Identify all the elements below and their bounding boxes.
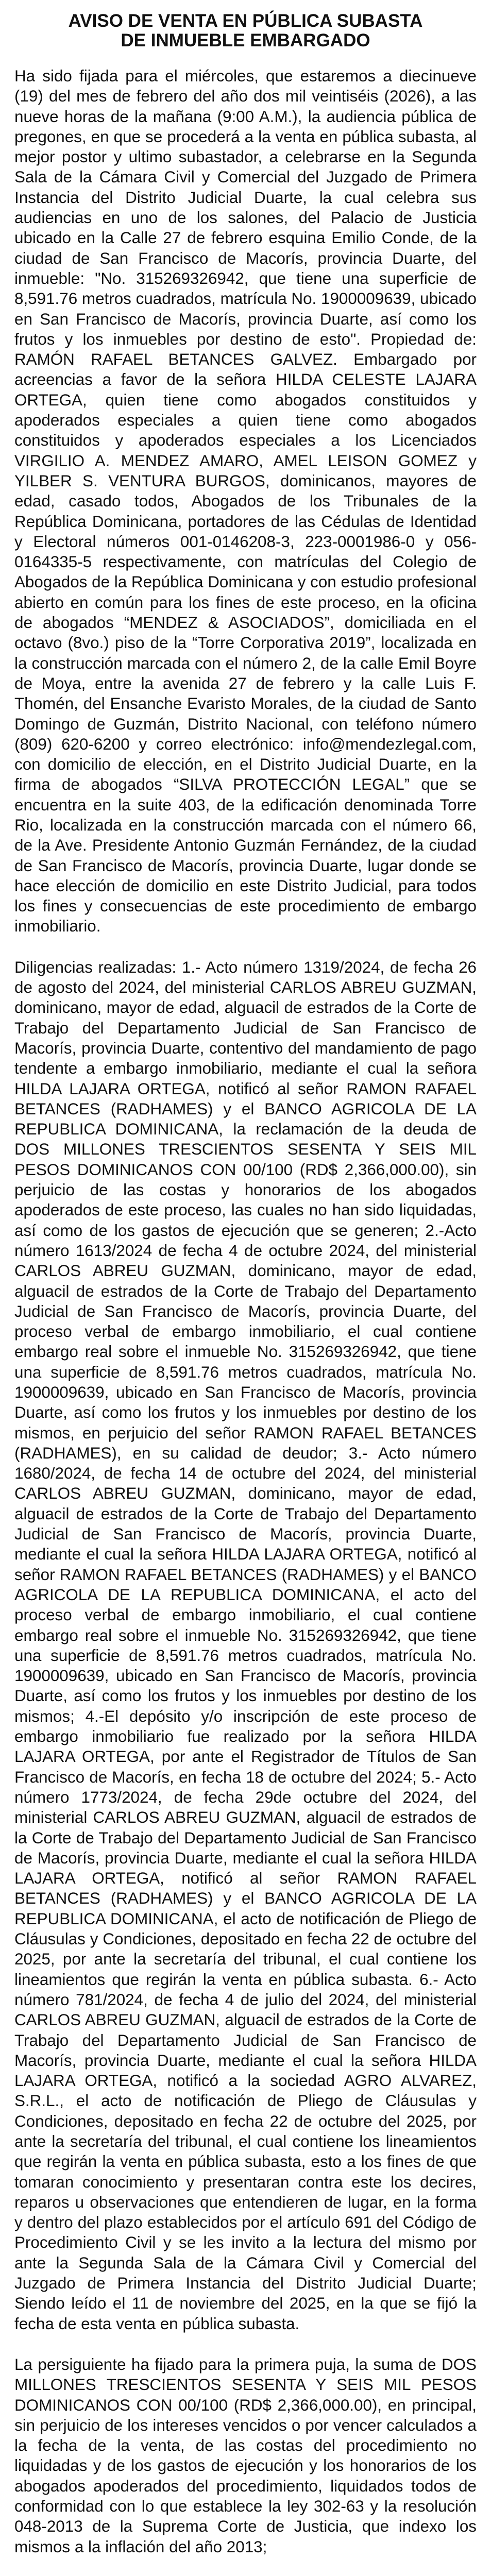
diligencias-paragraph: Diligencias realizadas: 1.- Acto número 1319/2024, de fecha 26 de agosto del 2024, del ministerial CARLOS ABREU GUZMAN, dominicano, mayor de edad, alguacil de estrados de la Corte de Trabajo del Departamento Judicial de San Francisco de Macorís, provincia Duarte, contentivo del mandamiento de pago tendente a embargo inmobiliario, mediante el cual la señora HILDA LAJARA ORTEGA, notificó al señor RAMON RAFAEL BETANCES (RADHAMES) y el BANCO AGRICOLA DE LA REPUBLICA DOMINICANA, la reclamación de la deuda de DOS MILLONES TRESCIENTOS SESENTA Y SEIS MIL PESOS DOMINICANOS CON 00/100 (RD$ 2,366,000.00), sin perjuicio de las costas y honorarios de los abogados apoderados de este proceso, las cuales no han sido liquidadas, así como de los gastos de ejecución que se generen; 2.-Acto número 1613/2024 de fecha 4 de octubre 2024, del ministerial CARLOS ABREU GUZMAN, dominicano, mayor de edad, alguacil de estrados de la Corte de Trabajo del Departamento Judicial de San Francisco de Macorís, provincia Duarte, del proceso verbal de embargo inmobiliario, el cual contiene embargo real sobre el inmueble No. 315269326942, que tiene una superficie de 8,591.76 metros cuadrados, matrícula No. 1900009639, ubicado en San Francisco de Macorís, provincia Duarte, así como los frutos y los inmuebles por destino de los mismos, en perjuicio del señor RAMON RAFAEL BETANCES (RADHAMES), en su calidad de deudor; 3.- Acto número 1680/2024, de fecha 14 de octubre del 2024, del ministerial CARLOS ABREU GUZMAN, dominicano, mayor de edad, alguacil de estrados de la Corte de Trabajo del Departamento Judicial de San Francisco de Macorís, provincia Duarte, mediante el cual la señora HILDA LAJARA ORTEGA, notificó al señor RAMON RAFAEL BETANCES (RADHAMES) y el BANCO AGRICOLA DE LA REPUBLICA DOMINICANA, el acto del proceso verbal de embargo inmobiliario, el cual contiene embargo real sobre el inmueble No. 315269326942, que tiene una superficie de 8,591.76 metros cuadrados, matrícula No. 1900009639, ubicado en San Francisco de Macorís, provincia Duarte, así como los frutos y los inmuebles por destino de los mismos; 4.-El depósito y/o inscripción de este proceso de embargo inmobiliario fue realizado por la señora HILDA LAJARA ORTEGA, por ante el Registrador de Títulos de San Francisco de Macorís, en fecha 18 de octubre del 2024; 5.- Acto número 1773/2024, de fecha 29de octubre del 2024, del ministerial CARLOS ABREU GUZMAN, alguacil de estrados de la Corte de Trabajo del Departamento Judicial de San Francisco de Macorís, provincia Duarte, mediante el cual la señora HILDA LAJARA ORTEGA, notificó al señor RAMON RAFAEL BETANCES (RADHAMES) y el BANCO AGRICOLA DE LA REPUBLICA DOMINICANA, el acto de notificación de Pliego de Cláusulas y Condiciones, depositado en fecha 22 de octubre del 2025, por ante la secretaría del tribunal, el cual contiene los lineamientos que regirán la venta en pública subasta. 6.- Acto número 781/2024, de fecha 4 de julio del 2024, del ministerial CARLOS ABREU GUZMAN, alguacil de estrados de la Corte de Trabajo del Departamento Judicial de San Francisco de Macorís, provincia Duarte, mediante el cual la señora HILDA LAJARA ORTEGA, notificó a la sociedad AGRO ALVAREZ, S.R.L., el acto de notificación de Pliego de Cláusulas y Condiciones, depositado en fecha 22 de octubre del 2025, por ante la secretaría del tribunal, el cual contiene los lineamientos que regirán la venta en pública subasta, esto a los fines de que tomaran conocimiento y presentaran contra este los decires, reparos u observaciones que entendieren de lugar, en la forma y dentro del plazo establecidos por el artículo 691 del Código de Procedimiento Civil y se les invito a la lectura del mismo por ante la Segunda Sala de la Cámara Civil y Comercial del Juzgado de Primera Instancia del Distrito Judicial Duarte; Siendo leído el 11 de noviembre del 2025, en la que se fijó la fecha de esta venta en pública subasta. xyxy=(14,958,477,2333)
intro-paragraph: Ha sido fijada para el miércoles, que estaremos a diecinueve (19) del mes de febrero del año dos mil veintiséis (2026), a las nueve horas de la mañana (9:00 A.M.), la audiencia pública de pregones, en que se procederá a la venta en pública subasta, al mejor postor y ultimo subastador, a celebrarse en la Segunda Sala de la Cámara Civil y Comercial del Juzgado de Primera Instancia del Distrito Judicial Duarte, la cual celebra sus audiencias en uno de los salones, del Palacio de Justicia ubicado en la Calle 27 de febrero esquina Emilio Conde, de la ciudad de San Francisco de Macorís, provincia Duarte, del inmueble: "No. 315269326942, que tiene una superficie de 8,591.76 metros cuadrados, matrícula No. 1900009639, ubicado en San Francisco de Macorís, provincia Duarte, así como los frutos y los inmuebles por destino de esto". Propiedad de: RAMÓN RAFAEL BETANCES GALVEZ. Embargado por acreencias a favor de la señora HILDA CELESTE LAJARA ORTEGA, quien tiene como abogados constituidos y apoderados especiales a quien tiene como abogados constituidos y apoderados especiales a los Licenciados VIRGILIO A. MENDEZ AMARO, AMEL LEISON GOMEZ y YILBER S. VENTURA BURGOS, dominicanos, mayores de edad, casado todos, Abogados de los Tribunales de la República Dominicana, portadores de las Cédulas de Identidad y Electoral números 001-0146208-3, 223-0001986-0 y 056-0164335-5 respectivamente, con matrículas del Colegio de Abogados de la República Dominicana y con estudio profesional abierto en común para los fines de este proceso, en la oficina de abogados “MENDEZ & ASOCIADOS”, domiciliada en el octavo (8vo.) piso de la “Torre Corporativa 2019”, localizada en la construcción marcada con el número 2, de la calle Emil Boyre de Moya, entre la avenida 27 de febrero y la calle Luis F. Thomén, del Ensanche Evaristo Morales, de la ciudad de Santo Domingo de Guzmán, Distrito Nacional, con teléfono número (809) 620-6200 y correo electrónico: info@mendezlegal.com, con domicilio de elección, en el Distrito Judicial Duarte, en la firma de abogados “SILVA PROTECCIÓN LEGAL” que se encuentra en la suite 403, de la edificación denominada Torre Rio, localizada en la construcción marcada con el número 66, de la Ave. Presidente Antonio Guzmán Fernández, de la ciudad de San Francisco de Macorís, provincia Duarte, lugar donde se hace elección de domicilio en este Distrito Judicial, para todos los fines y consecuencias de este procedimiento de embargo inmobiliario. xyxy=(14,67,477,936)
title-line-1: AVISO DE VENTA EN PÚBLICA SUBASTA xyxy=(68,11,423,31)
title-line-2: DE INMUEBLE EMBARGADO xyxy=(121,30,370,50)
primera-puja-paragraph: La persiguiente ha fijado para la primera puja, la suma de DOS MILLONES TRESCIENTOS SESENTA Y SEIS MIL PESOS DOMINICANOS CON 00/100 (RD$ 2,366,000.00), en principal, sin perjuicio de los intereses vencidos o por vencer calculados a la fecha de la venta, de las costas del procedimiento no liquidadas y de los gastos de ejecución y los honorarios de los abogados apoderados del procedimiento, liquidados todos de conformidad con lo que establece la ley 302-63 y la resolución 048-2013 de la Suprema Corte de Justicia, que indexo los mismos a la inflación del año 2013; xyxy=(14,2355,477,2556)
notice-title xyxy=(14,11,477,50)
